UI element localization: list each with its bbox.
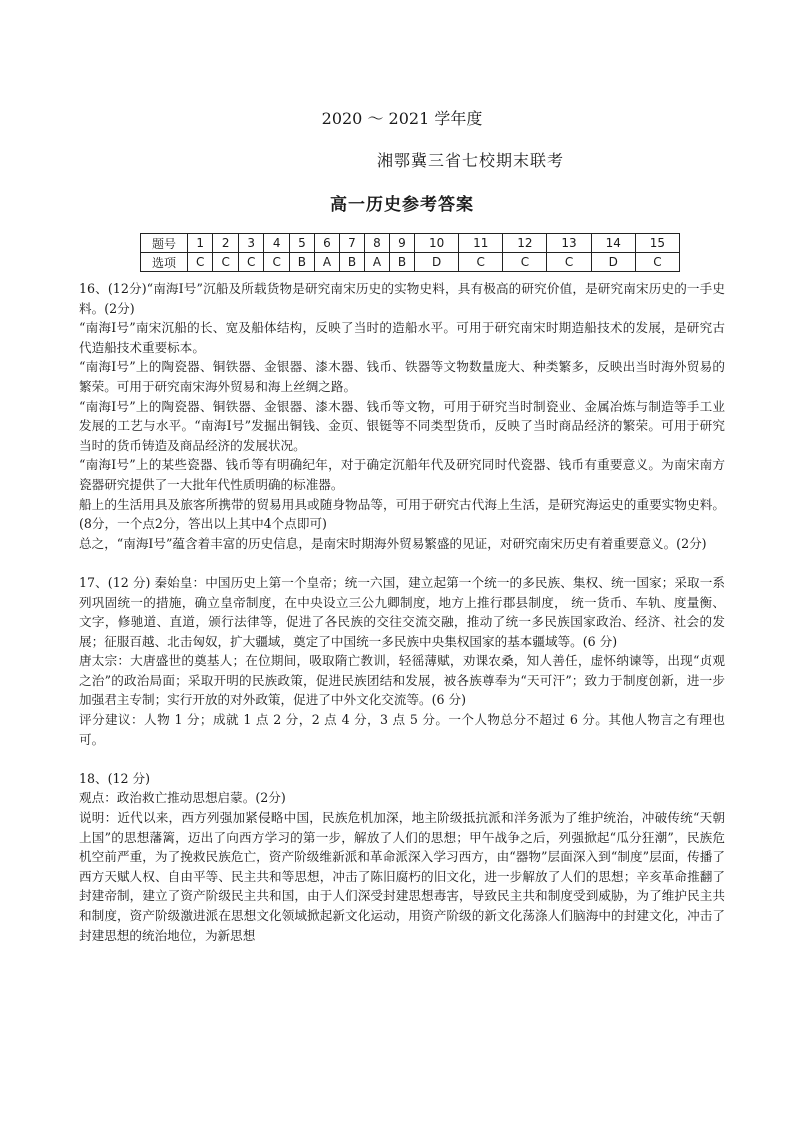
question-16-paragraph: “南海Ⅰ号”上的某些瓷器、钱币等有明确纪年，对于确定沉船年代及研究同时代瓷器、钱币有重要意义。为南宋南方瓷器研究提供了一大批年代性质明确的标准器。 <box>79 457 725 492</box>
answer-cell: D <box>591 253 635 272</box>
question-18-paragraph: 18、(12 分) <box>79 770 151 786</box>
question-17-paragraph: 17、(12 分) 秦始皇：中国历史上第一个皇帝；统一六国，建立起第一个统一的多民族、集权、统一国家；采取一系列巩固统一的措施，确立皇帝制度，在中央设立三公九卿制度，地方上推行郡县制度， 统一货币、车轨、度量衡、文字，修驰道、直道，颁行法律等，促进了各民族的交往交流交融，推动了统一多民族国家政治、经济、社会的发展；征服百越、北击匈奴，扩大疆域，奠定了中国统一多民族中央集权国家的基本疆域等。(6 分) <box>79 574 725 649</box>
question-16-section <box>79 279 725 553</box>
answer-cell: A <box>314 253 339 272</box>
question-number-cell: 2 <box>213 234 238 253</box>
answer-table <box>140 233 680 272</box>
question-number-cell: 13 <box>547 234 591 253</box>
question-number-cell: 5 <box>289 234 314 253</box>
exam-name-title: 湘鄂冀三省七校期末联考 <box>377 151 565 170</box>
question-17-paragraph: 唐太宗：大唐盛世的奠基人；在位期间，吸取隋亡教训，轻徭薄赋，劝课农桑，知人善任，虚怀纳谏等，出现“贞观之治”的政治局面；采取开明的民族政策，促进民族团结和发展，被各族尊奉为“天可汗”；致力于制度创新，进一步加强君主专制；实行开放的对外政策，促进了中外文化交流等。(6 分) <box>79 653 725 708</box>
answer-cell: C <box>459 253 503 272</box>
question-number-cell: 10 <box>415 234 459 253</box>
section-spacer <box>79 553 725 573</box>
question-number-row <box>141 234 680 253</box>
question-number-header: 题号 <box>141 234 188 253</box>
answer-header: 选项 <box>141 253 188 272</box>
question-16-paragraph: “南海Ⅰ号”南宋沉船的长、宽及船体结构，反映了当时的造船水平。可用于研究南宋时期造船技术的发展，是研究古代造船技术重要标本。 <box>79 320 725 355</box>
section-spacer <box>79 749 725 769</box>
answer-cell: C <box>238 253 263 272</box>
answer-cell: C <box>503 253 547 272</box>
question-17-section <box>79 573 725 749</box>
question-16-paragraph: 船上的生活用具及旅客所携带的贸易用具或随身物品等，可用于研究古代海上生活，是研究海运史的重要实物史料。(8分，一个点2分，答出以上其中4个点即可) <box>79 496 725 532</box>
answer-cell: D <box>415 253 459 272</box>
answer-cell: B <box>289 253 314 272</box>
question-number-cell: 15 <box>635 234 679 253</box>
question-16-paragraph: “南海Ⅰ号”上的陶瓷器、铜铁器、金银器、漆木器、钱币等文物，可用于研究当时制瓷业、金属冶炼与制造等手工业发展的工艺与水平。“南海Ⅰ号”发掘出铜钱、金页、银铤等不同类型货币，反映了当时商品经济的繁荣。可用于研究当时的货币铸造及商品经济的发展状况。 <box>79 398 725 453</box>
question-number-cell: 8 <box>364 234 389 253</box>
question-number-cell: 6 <box>314 234 339 253</box>
answer-cell: B <box>389 253 414 272</box>
answer-cell: C <box>264 253 289 272</box>
answer-row <box>141 253 680 272</box>
question-number-cell: 12 <box>503 234 547 253</box>
question-number-cell: 14 <box>591 234 635 253</box>
answer-content <box>79 279 725 945</box>
question-18-paragraph: 说明：近代以来，西方列强加紧侵略中国，民族危机加深，地主阶级抵抗派和洋务派为了维护统治，冲破传统“天朝上国”的思想藩篱，迈出了向西方学习的第一步，解放了人们的思想；甲午战争之后，列强掀起“瓜分狂潮”，民族危机空前严重，为了挽救民族危亡，资产阶级维新派和革命派深入学习西方，由“器物”层面深入到“制度”层面，传播了西方天赋人权、自由平等、民主共和等思想，冲击了陈旧腐朽的旧文化，进一步解放了人们的思想；辛亥革命推翻了封建帝制，建立了资产阶级民主共和国，由于人们深受封建思想毒害，导致民主共和制度受到威胁，为了维护民主共和制度，资产阶级激进派在思想文化领域掀起新文化运动，用资产阶级的新文化荡涤人们脑海中的封建文化，冲击了封建思想的统治地位，为新思想 <box>79 810 725 943</box>
answer-cell: C <box>213 253 238 272</box>
question-number-cell: 7 <box>339 234 364 253</box>
answer-cell: C <box>188 253 213 272</box>
question-16-paragraph: 16、(12分)“南海Ⅰ号”沉船及所载货物是研究南宋历史的实物史料，具有极高的研究价值，是研究南宋历史的一手史料。(2分) <box>79 281 725 316</box>
answer-cell: A <box>364 253 389 272</box>
answer-cell: C <box>547 253 591 272</box>
question-18-paragraph: 观点：政治救亡推动思想启蒙。(2分) <box>79 790 286 806</box>
question-number-cell: 3 <box>238 234 263 253</box>
question-16-paragraph: 总之，“南海Ⅰ号”蕴含着丰富的历史信息，是南宋时期海外贸易繁盛的见证，对研究南宋历史有着重要意义。(2分) <box>79 535 707 551</box>
answer-cell: B <box>339 253 364 272</box>
question-17-paragraph: 评分建议：人物 1 分；成就 1 点 2 分，2 点 4 分，3 点 5 分。一个人物总分不超过 6 分。其他人物言之有理也可。 <box>79 712 725 747</box>
question-18-section <box>79 769 725 945</box>
question-number-cell: 4 <box>264 234 289 253</box>
question-number-cell: 9 <box>389 234 414 253</box>
question-number-cell: 1 <box>188 234 213 253</box>
answer-key-title: 高一历史参考答案 <box>330 195 474 215</box>
question-16-paragraph: “南海Ⅰ号”上的陶瓷器、铜铁器、金银器、漆木器、钱币、铁器等文物数量庞大、种类繁多，反映出当时海外贸易的繁荣。可用于研究南宋海外贸易和海上丝绸之路。 <box>79 359 725 394</box>
question-number-cell: 11 <box>459 234 503 253</box>
school-year-title: 2020 ～ 2021 学年度 <box>321 109 483 128</box>
answer-cell: C <box>635 253 679 272</box>
